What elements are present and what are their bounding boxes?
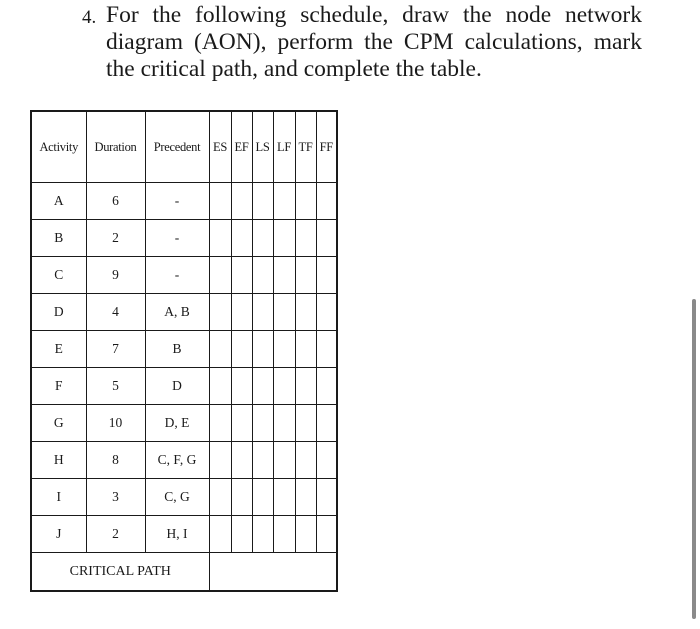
header-ff: FF <box>316 111 337 183</box>
activity-cell: J <box>31 516 86 553</box>
table-row <box>31 516 337 553</box>
duration-cell: 2 <box>86 516 145 553</box>
table-row <box>31 183 337 220</box>
es-cell <box>209 331 231 368</box>
duration-cell: 4 <box>86 294 145 331</box>
duration-cell: 5 <box>86 368 145 405</box>
ls-cell <box>252 294 273 331</box>
precedent-cell: C, F, G <box>145 442 209 479</box>
table-row <box>31 405 337 442</box>
ff-cell <box>316 479 337 516</box>
ff-cell <box>316 257 337 294</box>
es-cell <box>209 368 231 405</box>
ef-cell <box>231 479 252 516</box>
critical-path-label: CRITICAL PATH <box>31 553 209 592</box>
ls-cell <box>252 516 273 553</box>
es-cell <box>209 479 231 516</box>
precedent-cell: - <box>145 220 209 257</box>
ls-cell <box>252 368 273 405</box>
activity-cell: F <box>31 368 86 405</box>
header-lf: LF <box>273 111 295 183</box>
duration-cell: 10 <box>86 405 145 442</box>
activity-cell: B <box>31 220 86 257</box>
precedent-cell: D, E <box>145 405 209 442</box>
es-cell <box>209 442 231 479</box>
lf-cell <box>273 220 295 257</box>
table-row <box>31 479 337 516</box>
question-number: 4. <box>82 7 97 28</box>
ff-cell <box>316 220 337 257</box>
es-cell <box>209 405 231 442</box>
ef-cell <box>231 257 252 294</box>
precedent-cell: D <box>145 368 209 405</box>
header-precedent: Precedent <box>145 111 209 183</box>
ef-cell <box>231 183 252 220</box>
question-text <box>82 2 642 83</box>
ff-cell <box>316 442 337 479</box>
critical-path-row <box>31 553 337 592</box>
activity-cell: C <box>31 257 86 294</box>
lf-cell <box>273 442 295 479</box>
ls-cell <box>252 183 273 220</box>
ff-cell <box>316 368 337 405</box>
activity-cell: I <box>31 479 86 516</box>
tf-cell <box>295 294 316 331</box>
tf-cell <box>295 183 316 220</box>
duration-cell: 7 <box>86 331 145 368</box>
duration-cell: 6 <box>86 183 145 220</box>
question-line-1: For the following schedule, draw the node network <box>106 2 642 28</box>
lf-cell <box>273 257 295 294</box>
lf-cell <box>273 331 295 368</box>
question-line-3: the critical path, and complete the table. <box>106 56 482 82</box>
activity-cell: E <box>31 331 86 368</box>
precedent-cell: - <box>145 257 209 294</box>
schedule-table <box>30 110 338 592</box>
es-cell <box>209 294 231 331</box>
header-tf: TF <box>295 111 316 183</box>
ff-cell <box>316 183 337 220</box>
ls-cell <box>252 442 273 479</box>
duration-cell: 9 <box>86 257 145 294</box>
ef-cell <box>231 294 252 331</box>
tf-cell <box>295 331 316 368</box>
ff-cell <box>316 516 337 553</box>
ls-cell <box>252 479 273 516</box>
ff-cell <box>316 405 337 442</box>
precedent-cell: H, I <box>145 516 209 553</box>
tf-cell <box>295 442 316 479</box>
header-row <box>31 111 337 183</box>
precedent-cell: A, B <box>145 294 209 331</box>
lf-cell <box>273 405 295 442</box>
activity-cell: G <box>31 405 86 442</box>
duration-cell: 2 <box>86 220 145 257</box>
lf-cell <box>273 294 295 331</box>
ef-cell <box>231 405 252 442</box>
header-es: ES <box>209 111 231 183</box>
table-row <box>31 368 337 405</box>
table-row <box>31 220 337 257</box>
lf-cell <box>273 183 295 220</box>
activity-cell: A <box>31 183 86 220</box>
header-ls: LS <box>252 111 273 183</box>
header-activity: Activity <box>31 111 86 183</box>
ls-cell <box>252 220 273 257</box>
ef-cell <box>231 368 252 405</box>
activity-cell: H <box>31 442 86 479</box>
question-line-2: diagram (AON), perform the CPM calculations, mark <box>106 29 642 55</box>
vertical-scrollbar[interactable] <box>692 299 696 619</box>
lf-cell <box>273 368 295 405</box>
ef-cell <box>231 331 252 368</box>
es-cell <box>209 220 231 257</box>
precedent-cell: C, G <box>145 479 209 516</box>
critical-path-value <box>209 553 337 592</box>
ls-cell <box>252 257 273 294</box>
precedent-cell: - <box>145 183 209 220</box>
lf-cell <box>273 479 295 516</box>
es-cell <box>209 183 231 220</box>
table-row <box>31 331 337 368</box>
table-row <box>31 294 337 331</box>
header-ef: EF <box>231 111 252 183</box>
activity-cell: D <box>31 294 86 331</box>
header-duration: Duration <box>86 111 145 183</box>
tf-cell <box>295 257 316 294</box>
ff-cell <box>316 331 337 368</box>
tf-cell <box>295 405 316 442</box>
ls-cell <box>252 405 273 442</box>
tf-cell <box>295 220 316 257</box>
tf-cell <box>295 479 316 516</box>
tf-cell <box>295 368 316 405</box>
es-cell <box>209 516 231 553</box>
duration-cell: 3 <box>86 479 145 516</box>
tf-cell <box>295 516 316 553</box>
lf-cell <box>273 516 295 553</box>
ef-cell <box>231 220 252 257</box>
precedent-cell: B <box>145 331 209 368</box>
ls-cell <box>252 331 273 368</box>
es-cell <box>209 257 231 294</box>
ef-cell <box>231 442 252 479</box>
table-row <box>31 442 337 479</box>
duration-cell: 8 <box>86 442 145 479</box>
ff-cell <box>316 294 337 331</box>
ef-cell <box>231 516 252 553</box>
table-row <box>31 257 337 294</box>
